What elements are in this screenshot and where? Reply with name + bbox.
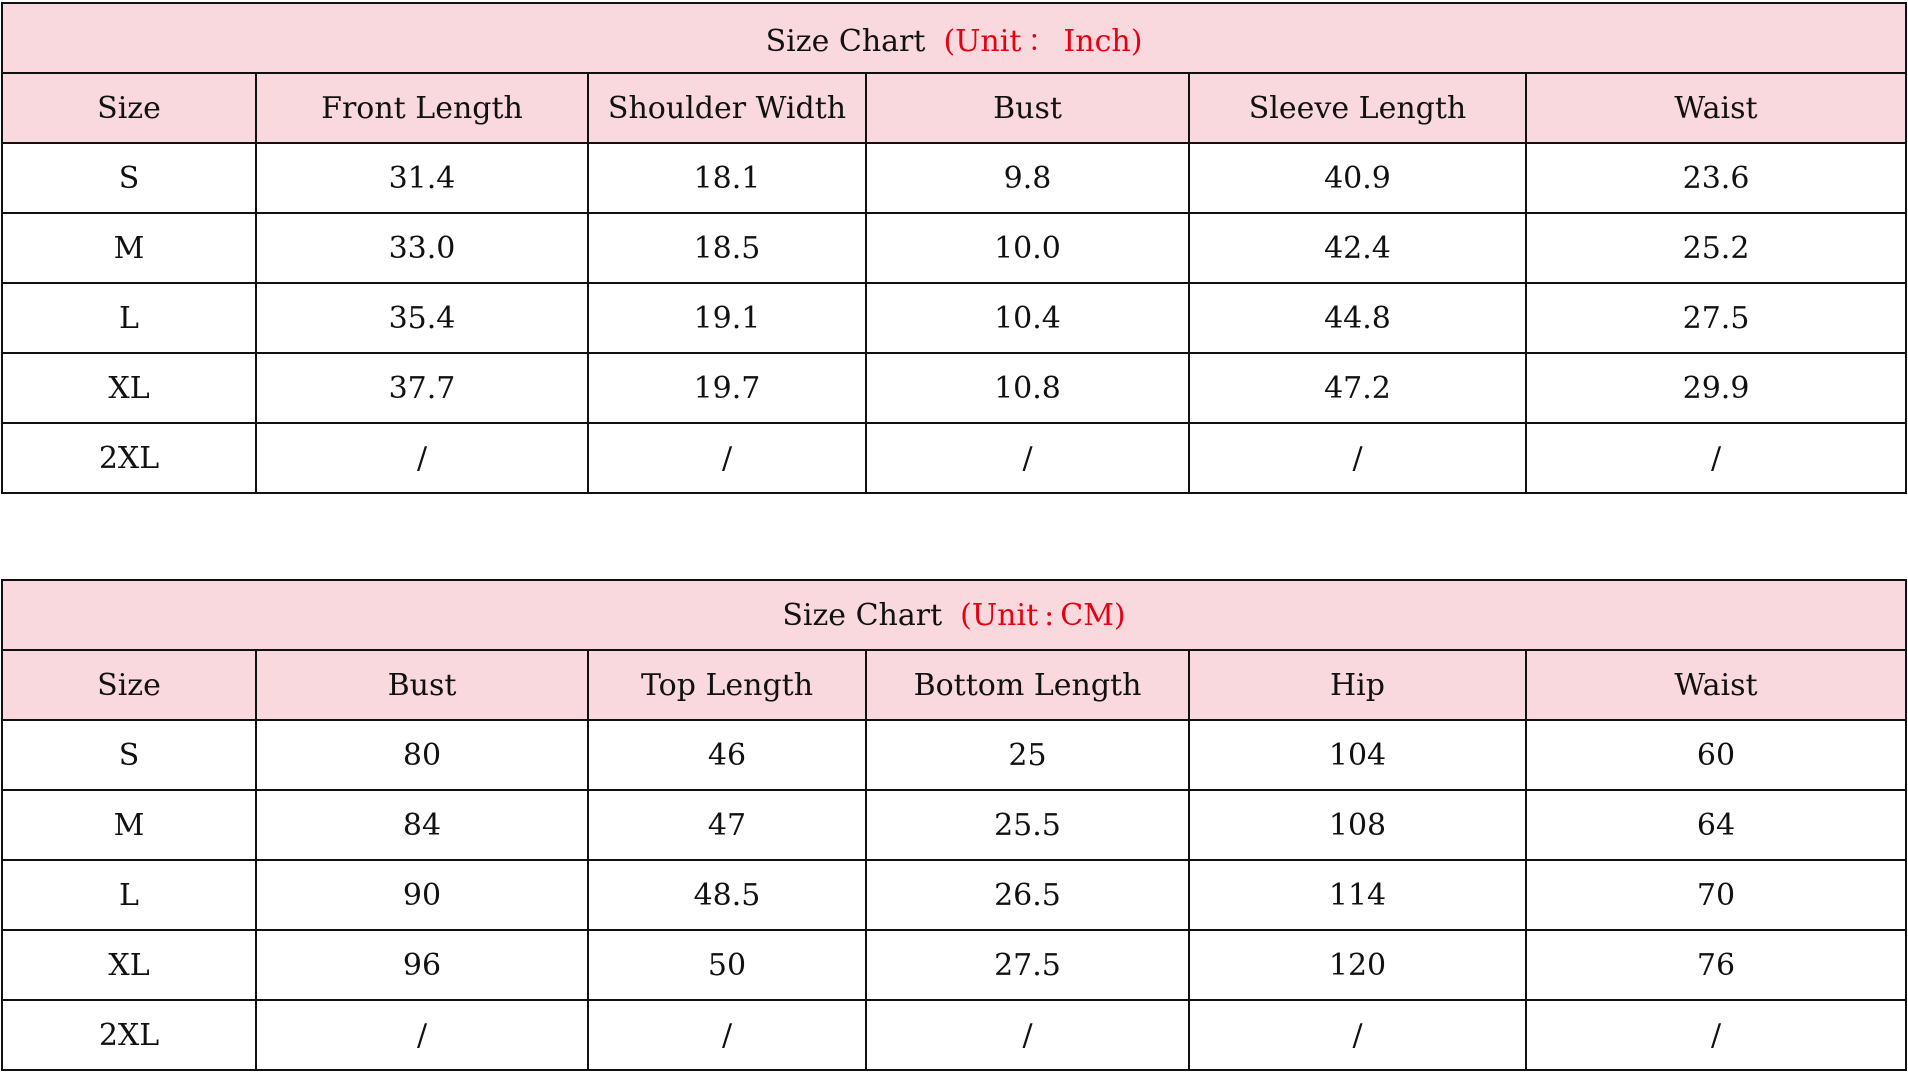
table-cell: 104 bbox=[1189, 720, 1526, 790]
size-cell: L bbox=[2, 283, 256, 353]
table-cell: / bbox=[866, 1000, 1189, 1070]
table-cell: 96 bbox=[256, 930, 588, 1000]
table-title-cell bbox=[2, 3, 1906, 73]
table-row bbox=[2, 790, 1906, 860]
table-cell: 40.9 bbox=[1189, 143, 1526, 213]
table-cell: 29.9 bbox=[1526, 353, 1906, 423]
size-cell: S bbox=[2, 720, 256, 790]
column-header: Shoulder Width bbox=[588, 73, 866, 143]
size-chart-cm-table bbox=[1, 579, 1907, 1071]
table-cell: 114 bbox=[1189, 860, 1526, 930]
table-cell: 19.7 bbox=[588, 353, 866, 423]
table-cell: 10.8 bbox=[866, 353, 1189, 423]
table-cell: 35.4 bbox=[256, 283, 588, 353]
size-cell: XL bbox=[2, 930, 256, 1000]
table-cell: 47 bbox=[588, 790, 866, 860]
table-row bbox=[2, 1000, 1906, 1070]
size-cell: M bbox=[2, 790, 256, 860]
table-cell: 76 bbox=[1526, 930, 1906, 1000]
column-header: Size bbox=[2, 73, 256, 143]
table-cell: / bbox=[256, 423, 588, 493]
table-cell: 10.0 bbox=[866, 213, 1189, 283]
table-cell: / bbox=[1526, 423, 1906, 493]
column-header: Bust bbox=[866, 73, 1189, 143]
table-title: Size Chart bbox=[765, 24, 926, 59]
column-header: Bottom Length bbox=[866, 650, 1189, 720]
table-row bbox=[2, 213, 1906, 283]
table-row bbox=[2, 930, 1906, 1000]
table-cell: / bbox=[588, 1000, 866, 1070]
table-cell: 70 bbox=[1526, 860, 1906, 930]
table-title-row bbox=[2, 3, 1906, 73]
table-cell: 19.1 bbox=[588, 283, 866, 353]
column-header: Front Length bbox=[256, 73, 588, 143]
table-cell: 9.8 bbox=[866, 143, 1189, 213]
size-cell: S bbox=[2, 143, 256, 213]
table-row bbox=[2, 720, 1906, 790]
column-header: Waist bbox=[1526, 650, 1906, 720]
table-cell: 10.4 bbox=[866, 283, 1189, 353]
column-header: Waist bbox=[1526, 73, 1906, 143]
table-cell: 120 bbox=[1189, 930, 1526, 1000]
column-header: Sleeve Length bbox=[1189, 73, 1526, 143]
table-cell: 47.2 bbox=[1189, 353, 1526, 423]
table-title-row bbox=[2, 580, 1906, 650]
table-cell: 27.5 bbox=[1526, 283, 1906, 353]
column-header: Bust bbox=[256, 650, 588, 720]
unit-label: (Unit ： Inch) bbox=[943, 24, 1143, 59]
table-cell: 26.5 bbox=[866, 860, 1189, 930]
table-cell: 25.5 bbox=[866, 790, 1189, 860]
table-cell: / bbox=[1189, 1000, 1526, 1070]
table-cell: 42.4 bbox=[1189, 213, 1526, 283]
table-row bbox=[2, 283, 1906, 353]
table-cell: 64 bbox=[1526, 790, 1906, 860]
table-cell: 37.7 bbox=[256, 353, 588, 423]
table-cell: 80 bbox=[256, 720, 588, 790]
table-cell: 33.0 bbox=[256, 213, 588, 283]
table-cell: 90 bbox=[256, 860, 588, 930]
table-row bbox=[2, 860, 1906, 930]
size-cell: XL bbox=[2, 353, 256, 423]
column-header: Hip bbox=[1189, 650, 1526, 720]
table-cell: 31.4 bbox=[256, 143, 588, 213]
table-row bbox=[2, 353, 1906, 423]
table-cell: 27.5 bbox=[866, 930, 1189, 1000]
table-cell: 44.8 bbox=[1189, 283, 1526, 353]
size-cell: 2XL bbox=[2, 1000, 256, 1070]
table-cell: / bbox=[1526, 1000, 1906, 1070]
table-cell: / bbox=[588, 423, 866, 493]
table-cell: / bbox=[866, 423, 1189, 493]
table-cell: 48.5 bbox=[588, 860, 866, 930]
table-cell: 60 bbox=[1526, 720, 1906, 790]
table-cell: 25.2 bbox=[1526, 213, 1906, 283]
table-cell: 46 bbox=[588, 720, 866, 790]
table-cell: / bbox=[1189, 423, 1526, 493]
table-cell: 84 bbox=[256, 790, 588, 860]
table-cell: 108 bbox=[1189, 790, 1526, 860]
table-row bbox=[2, 143, 1906, 213]
size-cell: 2XL bbox=[2, 423, 256, 493]
table-cell: 18.1 bbox=[588, 143, 866, 213]
table-title-cell bbox=[2, 580, 1906, 650]
table-cell: 50 bbox=[588, 930, 866, 1000]
unit-label: (Unit : CM) bbox=[960, 597, 1126, 633]
table-cell: / bbox=[256, 1000, 588, 1070]
table-title: Size Chart bbox=[782, 597, 943, 633]
size-cell: M bbox=[2, 213, 256, 283]
column-header: Size bbox=[2, 650, 256, 720]
table-header-row bbox=[2, 650, 1906, 720]
size-cell: L bbox=[2, 860, 256, 930]
table-row bbox=[2, 423, 1906, 493]
column-header: Top Length bbox=[588, 650, 866, 720]
table-cell: 23.6 bbox=[1526, 143, 1906, 213]
size-chart-inch-table bbox=[1, 2, 1907, 494]
table-cell: 18.5 bbox=[588, 213, 866, 283]
table-header-row bbox=[2, 73, 1906, 143]
table-cell: 25 bbox=[866, 720, 1189, 790]
